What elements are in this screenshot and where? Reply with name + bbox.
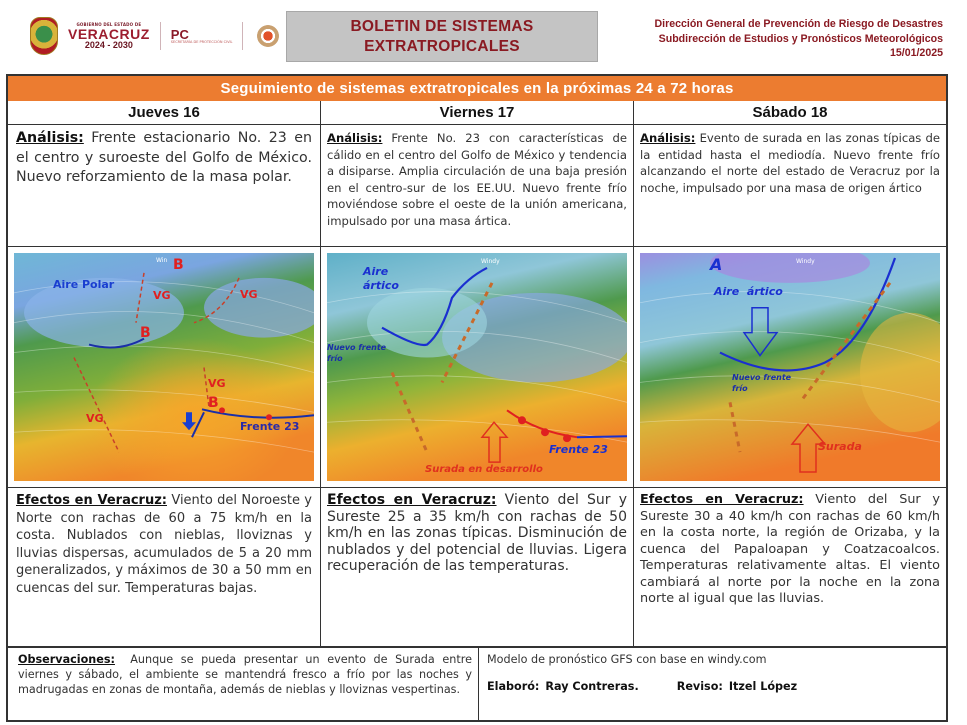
map-label-frio: frío: [732, 384, 748, 393]
effects-label: Efectos en Veracruz:: [327, 492, 497, 508]
map-label-frente-23: Frente 23: [240, 420, 300, 433]
effects-label: Efectos en Veracruz:: [16, 493, 167, 508]
map-label-vg: VG: [153, 289, 171, 302]
effects-body: Viento del Noroeste y Norte con rachas de 60 a 75 km/h en la costa. Nublados con nieblas, lloviznas y lluvias dispersas, acumulados de 5 a 20 mm generalizados, y máximos de 30 a 50 mm en cuencas del sur. Temperaturas bajas.: [16, 493, 312, 596]
map-cell-thursday: [8, 247, 321, 488]
forecast-table: [6, 74, 948, 648]
effects-label: Efectos en Veracruz:: [640, 492, 804, 507]
analysis-cell-friday: [321, 125, 634, 247]
map-label-artico: ártico: [363, 279, 399, 292]
day-header-thursday: Jueves 16: [8, 101, 321, 125]
analysis-cell-thursday: [8, 125, 321, 247]
weather-map-saturday: [640, 253, 940, 481]
map-label-vg: VG: [240, 288, 258, 301]
logo-divider: [160, 22, 161, 50]
pc-logo-small: SECRETARÍA DE PROTECCIÓN CIVIL: [170, 39, 233, 44]
reviewed-by-label: Reviso:: [676, 680, 723, 693]
analysis-label: Análisis:: [16, 130, 84, 146]
windy-watermark: Windy: [481, 258, 500, 265]
credits: [479, 648, 946, 720]
government-logo: [68, 23, 150, 50]
analysis-label: Análisis:: [327, 131, 383, 145]
civil-protection-emblem-icon: [257, 25, 279, 47]
effects-cell-thursday: [8, 488, 321, 646]
analysis-body: Frente No. 23 con características de cálido en el centro del Golfo de México y tendencia a disiparse. Amplia circulación de una baja presión en el centro-sur de los EE.UU. Nuevo frente frío moviéndose sobre el oeste de la unión americana, impulsado por una masa ártica.: [327, 131, 627, 228]
title-line-1: BOLETIN DE SISTEMAS: [350, 17, 534, 35]
map-label-low-pressure: B: [173, 257, 184, 273]
effects-body: Viento del Sur y Sureste 25 a 35 km/h con rachas de 50 km/h en las zonas típicas. Disminución de nublados y del potencial de lluvias. Ligera recuperación de las temperaturas.: [327, 492, 627, 574]
map-label-high-pressure: A: [710, 255, 723, 274]
gov-logo-small: GOBIERNO DEL ESTADO DE: [76, 21, 142, 27]
gov-logo-years: 2024 - 2030: [84, 39, 133, 50]
map-label-nuevo-frente: Nuevo frente: [327, 343, 387, 352]
map-label-aire-polar: Aire Polar: [53, 278, 115, 291]
title-line-2: EXTRATROPICALES: [364, 37, 520, 55]
made-by: [487, 680, 639, 693]
effects-text: [321, 488, 633, 575]
map-label-surada-en-desarrollo: Surada en desarrollo: [425, 464, 543, 475]
map-label-aire: Aire: [363, 265, 389, 278]
day-header-saturday: Sábado 18: [634, 101, 946, 125]
map-label-aire-artico: Aire ártico: [714, 285, 783, 298]
effects-body: Viento del Sur y Sureste 30 a 40 km/h con rachas de 60 km/h en la costa norte, la región de Orizaba, y la cuenca del Papaloapan y Coatzacoalcos. Temperaturas relativamente altas. El viento cambiará al norte por la noche en la zona norte al igual que las lluvias.: [640, 492, 941, 606]
observations: [8, 648, 479, 720]
analysis-text: [321, 125, 633, 229]
map-label-frente-23: Frente 23: [549, 443, 608, 456]
observations-text: Aunque se pueda presentar un evento de Surada entre viernes y sábado, el ambiente se mantendrá fresco a frío por las noches y madrugadas en zonas de montaña, además de nieblas y lloviznas vespertinas.: [18, 653, 476, 697]
map-label-nuevo-frente: Nuevo frente: [732, 373, 792, 382]
veracruz-coat-of-arms-logo: [30, 17, 58, 55]
observations-label: Observaciones:: [18, 653, 115, 666]
footer: [6, 648, 948, 722]
made-by-name: Ray Contreras.: [545, 680, 639, 693]
table-banner: Seguimiento de sistemas extratropicales en la próximas 24 a 72 horas: [8, 76, 946, 101]
windy-watermark: Windy: [796, 258, 815, 265]
made-by-label: Elaboró:: [487, 680, 540, 693]
map-label-vg: VG: [208, 377, 226, 390]
effects-text: [8, 488, 320, 598]
map-cell-friday: [321, 247, 634, 488]
map-label-low-pressure: B: [140, 325, 151, 341]
map-cell-saturday: [634, 247, 946, 488]
effects-cell-saturday: [634, 488, 946, 646]
reviewed-by: [677, 680, 797, 693]
analysis-cell-saturday: [634, 125, 946, 247]
pc-logo: [171, 28, 233, 45]
analysis-body: Frente estacionario No. 23 en el centro y suroeste del Golfo de México. Nuevo reforzamiento de la masa polar.: [16, 130, 312, 185]
analysis-label: Análisis:: [640, 131, 696, 145]
organization-info: [654, 17, 943, 61]
effects-cell-friday: [321, 488, 634, 646]
day-header-friday: Viernes 17: [321, 101, 634, 125]
analysis-body: Evento de surada en las zonas típicas de la entidad hasta el mediodía. Nuevo frente frío alcanzando el norte del estado de Veracruz por la noche, impulsado por una masa de origen ártico: [640, 131, 940, 195]
gov-logo-name: VERACRUZ: [68, 25, 150, 42]
reviewed-by-name: Itzel López: [728, 680, 798, 693]
org-direction: Dirección General de Prevención de Riesgo de Desastres: [654, 18, 943, 30]
map-label-surada: Surada: [818, 440, 862, 453]
effects-text: [634, 488, 946, 608]
map-label-frio: frío: [327, 354, 343, 363]
analysis-text: [8, 125, 320, 188]
pc-logo-abbrev: PC: [170, 26, 189, 42]
header: [0, 0, 967, 72]
analysis-text: [634, 125, 946, 196]
model-source: Modelo de pronóstico GFS con base en windy.com: [487, 653, 767, 666]
logo-divider: [242, 22, 243, 50]
signatures: [487, 680, 938, 693]
map-label-low-pressure: B: [208, 395, 219, 411]
windy-watermark: Win: [156, 257, 168, 264]
org-subdirection: Subdirección de Estudios y Pronósticos Meteorológicos: [658, 32, 943, 45]
bulletin-title: [286, 11, 598, 62]
bulletin-date: 15/01/2025: [889, 47, 943, 59]
map-label-vg: VG: [86, 412, 104, 425]
